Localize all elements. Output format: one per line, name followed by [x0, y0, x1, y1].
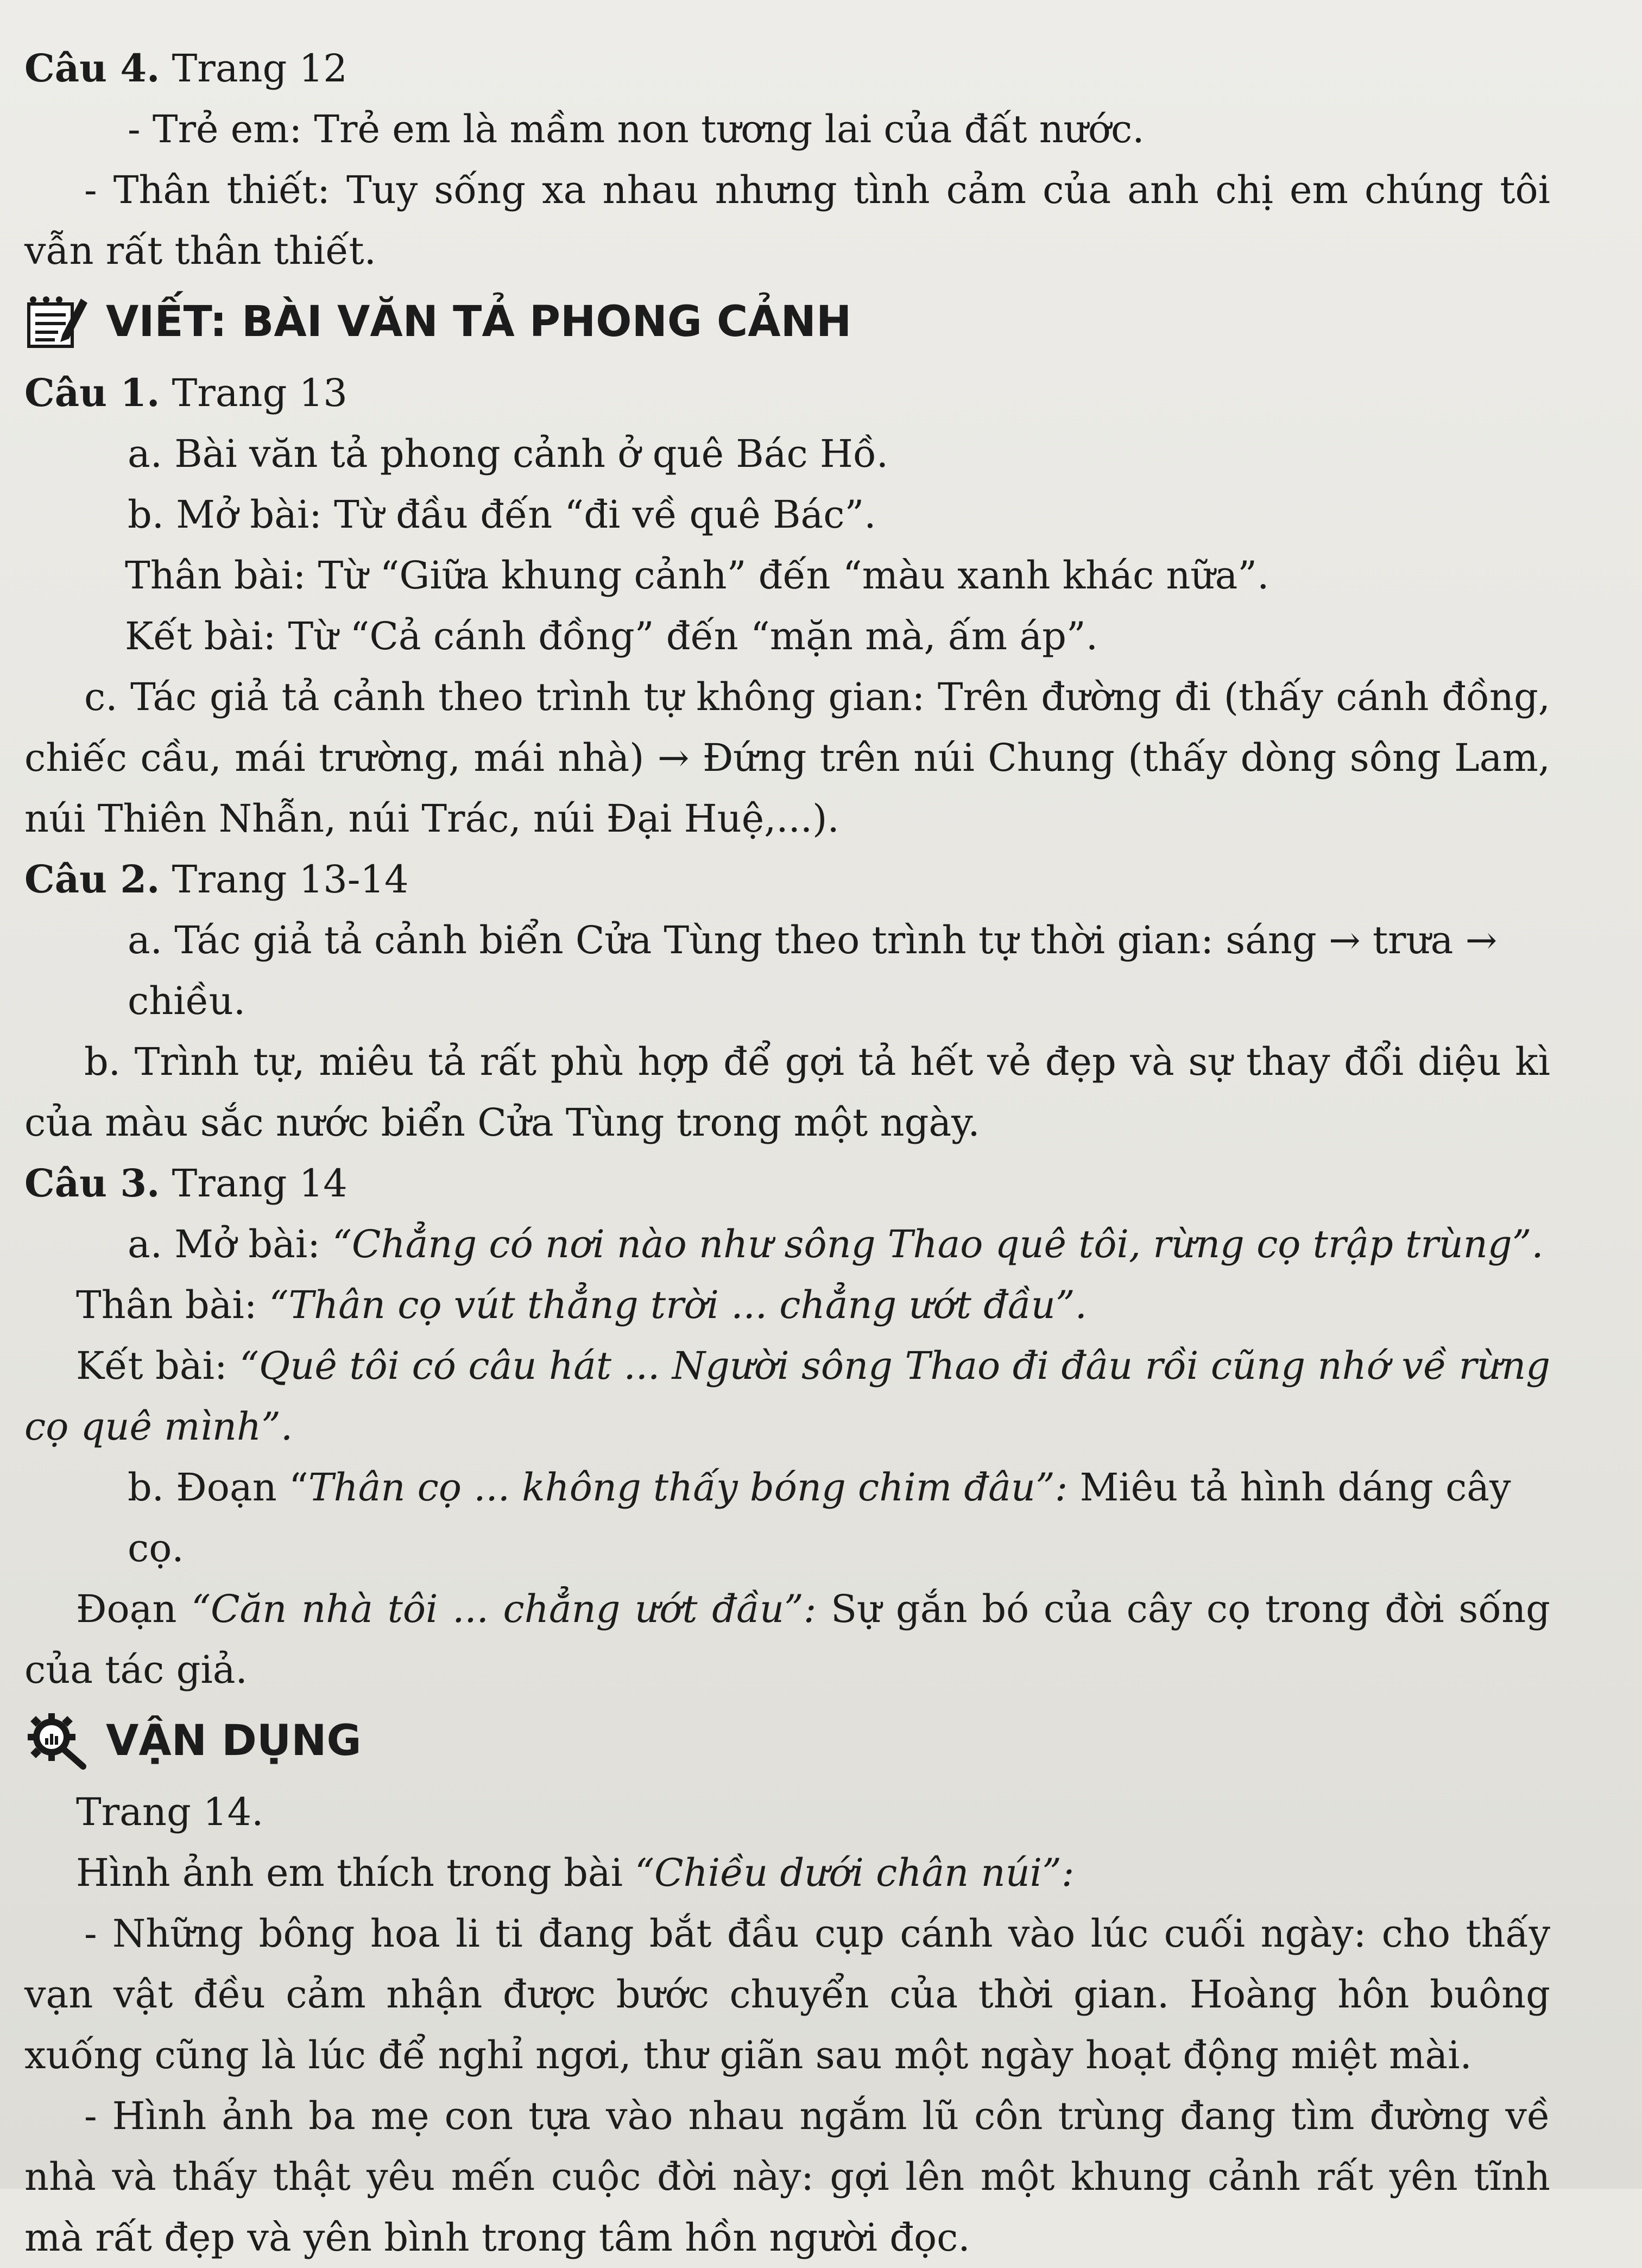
cau4-label: Câu 4.	[24, 46, 160, 91]
van-dung-intro-prefix: Hình ảnh em thích trong bài	[76, 1851, 635, 1895]
cau3-d	[24, 1579, 1550, 1700]
cau3-b-rest: Miêu tả hình dáng cây cọ.	[128, 1465, 1511, 1570]
cau2-b: b. Trình tự, miêu tả rất phù hợp để gợi tả hết vẻ đẹp và sự thay đổi diệu kì của màu sắc nước biển Cửa Tùng trong một ngày.	[24, 1040, 1550, 1145]
cau3-a-quote: “Chẳng có nơi nào như sông Thao quê tôi, rừng cọ trập trùng”.	[332, 1222, 1544, 1266]
cau3-kb-prefix: Kết bài:	[76, 1344, 240, 1388]
van-dung-title: VẬN DỤNG	[106, 1716, 362, 1765]
cau3-than-bai	[24, 1275, 1550, 1335]
cau3-b-quote: Thân cọ ... không thấy bóng chim đâu”:	[308, 1465, 1068, 1510]
cau1-heading	[24, 363, 1550, 423]
viet-title: VIẾT: BÀI VĂN TẢ PHONG CẢNH	[106, 297, 852, 346]
cau3-a-prefix: a. Mở bài:	[128, 1222, 333, 1266]
van-dung-intro-quote: “Chiều dưới chân núi”:	[635, 1851, 1075, 1895]
content	[24, 38, 1550, 2268]
viet-section-heading	[24, 281, 1550, 363]
cau3-tb-quote: “Thân cọ vút thẳng trời ... chẳng ướt đầu”.	[269, 1283, 1087, 1327]
cau1-ket-bai: Kết bài: Từ “Cả cánh đồng” đến “mặn mà, ấm áp”.	[125, 614, 1098, 658]
cau4-line1: - Trẻ em: Trẻ em là mầm non tương lai của đất nước.	[128, 107, 1145, 151]
cau4-heading	[24, 38, 1550, 99]
cau3-d-rest: Sự gắn bó của cây cọ trong đời sống của tác giả.	[24, 1587, 1550, 1692]
cau3-ket-bai	[24, 1335, 1550, 1457]
van-dung-item1: - Những bông hoa li ti đang bắt đầu cụp cánh vào lúc cuối ngày: cho thấy vạn vật đều cảm nhận được bước chuyển của thời gian. Hoàng hôn buông xuống cũng là lúc để nghỉ ngơi, thư giãn sau một ngày hoạt động miệt mài.	[24, 1911, 1550, 2077]
cau1-than-bai: Thân bài: Từ “Giữa khung cảnh” đến “màu xanh khác nữa”.	[125, 553, 1270, 598]
cau2-a: a. Tác giả tả cảnh biển Cửa Tùng theo trình tự thời gian: sáng → trưa → chiều.	[128, 918, 1498, 1023]
cau3-d-prefix: Đoạn	[76, 1587, 192, 1631]
cau3-heading	[24, 1153, 1550, 1214]
cau4-line2: - Thân thiết: Tuy sống xa nhau nhưng tình cảm của anh chị em chúng tôi vẫn rất thân thiết.	[24, 168, 1550, 273]
cau3-label: Câu 3.	[24, 1161, 160, 1206]
cau2-page: Trang 13-14	[160, 857, 409, 902]
cau3-a	[24, 1214, 1550, 1275]
cau2-label: Câu 2.	[24, 857, 160, 902]
cau3-b-prefix: b. Đoạn “	[128, 1465, 308, 1510]
van-dung-page: Trang 14.	[76, 1790, 264, 1834]
van-dung-item2: - Hình ảnh ba mẹ con tựa vào nhau ngắm lũ côn trùng đang tìm đường về nhà và thấy thật yêu mến cuộc đời này: gợi lên một khung cảnh rất yên tĩnh mà rất đẹp và yên bình trong tâm hồn người đọc.	[24, 2094, 1550, 2260]
cau1-c: c. Tác giả tả cảnh theo trình tự không gian: Trên đường đi (thấy cánh đồng, chiếc cầu, mái trường, mái nhà) → Đứng trên núi Chung (thấy dòng sông Lam, núi Thiên Nhẫn, núi Trác, núi Đại Huệ,...).	[24, 675, 1550, 841]
cau1-page: Trang 13	[160, 371, 348, 415]
van-dung-section-heading	[24, 1700, 1550, 1782]
cau1-label: Câu 1.	[24, 370, 160, 415]
cau3-d-quote: “Căn nhà tôi ... chẳng ướt đầu”:	[191, 1587, 817, 1631]
cau4-page: Trang 12	[160, 46, 348, 91]
cau3-tb-prefix: Thân bài:	[76, 1283, 269, 1327]
cau2-heading	[24, 849, 1550, 910]
cau3-b	[24, 1457, 1550, 1579]
gear-magnifier-icon	[24, 1711, 90, 1771]
cau1-b: b. Mở bài: Từ đầu đến “đi về quê Bác”.	[128, 492, 876, 537]
cau3-kb-quote: “Quê tôi có câu hát ... Người sông Thao đi đâu rồi cũng nhớ về rừng cọ quê mình”.	[24, 1344, 1551, 1449]
pencil-notebook-icon	[24, 292, 90, 352]
cau1-a: a. Bài văn tả phong cảnh ở quê Bác Hồ.	[128, 432, 889, 476]
cau3-page: Trang 14	[160, 1161, 348, 1206]
van-dung-intro	[24, 1842, 1550, 1903]
